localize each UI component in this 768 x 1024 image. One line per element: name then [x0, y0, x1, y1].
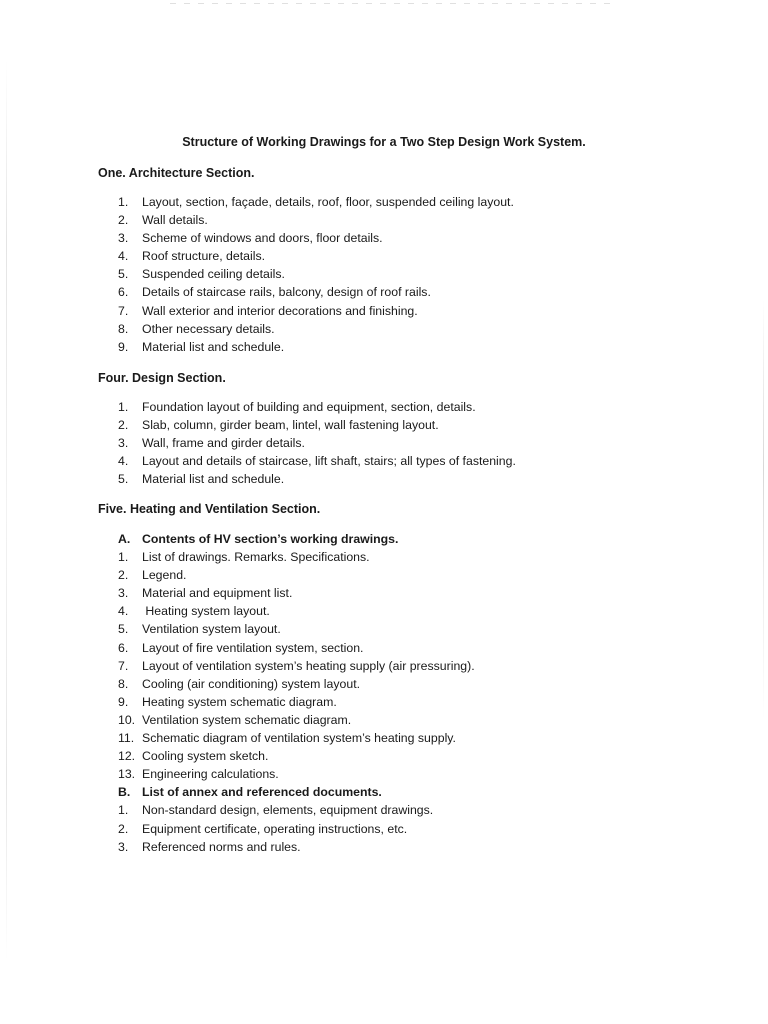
list-item [118, 283, 514, 301]
item-number: 2. [118, 418, 129, 433]
item-text: Non-standard design, elements, equipment drawings. [142, 803, 434, 818]
item-number: 11. [118, 731, 135, 746]
item-number: 7. [118, 303, 129, 318]
item-number: 1. [118, 803, 129, 818]
list-item [118, 620, 475, 638]
scan-artifact-right [763, 300, 764, 720]
scan-artifact-left [6, 60, 7, 960]
list-item [118, 434, 516, 452]
item-number: 2. [118, 213, 129, 228]
list-item [118, 801, 475, 819]
item-text: Legend. [142, 568, 187, 583]
item-number: 4. [118, 604, 129, 619]
item-text: Scheme of windows and doors, floor details. [142, 231, 383, 246]
item-text: Slab, column, girder beam, lintel, wall fastening layout. [142, 418, 439, 433]
item-text: Layout of ventilation system’s heating supply (air pressuring). [142, 658, 475, 673]
item-number: 12. [118, 749, 136, 764]
item-number: 4. [118, 454, 129, 469]
item-number: 1. [118, 550, 129, 565]
item-text: Equipment certificate, operating instructions, etc. [142, 821, 408, 836]
list-item [118, 747, 475, 765]
document-title: Structure of Working Drawings for a Two Step Design Work System. [182, 135, 586, 149]
list-item [118, 247, 514, 265]
list-item [118, 675, 475, 693]
item-text: Material and equipment list. [142, 586, 293, 601]
list-item [118, 398, 516, 416]
item-number: 5. [118, 472, 129, 487]
section-heading-design: Four. Design Section. [98, 371, 226, 385]
item-text: Heating system layout. [142, 604, 270, 619]
item-text: Schematic diagram of ventilation system’s heating supply. [142, 731, 456, 746]
item-number: 10. [118, 712, 136, 727]
item-number: 8. [118, 321, 129, 336]
item-number: 3. [118, 436, 129, 451]
item-text: Foundation layout of building and equipment, section, details. [142, 400, 476, 414]
list-item [118, 693, 475, 711]
item-number: 6. [118, 285, 129, 300]
item-number: 1. [118, 195, 129, 209]
item-text: Cooling (air conditioning) system layout. [142, 676, 361, 691]
list-item [118, 602, 475, 620]
item-number: 4. [118, 249, 129, 264]
section-heading-hv: Five. Heating and Ventilation Section. [98, 502, 321, 516]
item-text: Layout, section, façade, details, roof, floor, suspended ceiling layout. [142, 195, 514, 209]
item-text: Wall exterior and interior decorations and finishing. [142, 303, 418, 318]
list-item [118, 838, 475, 856]
item-number: 5. [118, 267, 129, 282]
item-text: Roof structure, details. [142, 249, 266, 264]
item-number: 2. [118, 568, 129, 583]
item-number: 1. [118, 400, 129, 414]
item-number: 13. [118, 767, 136, 782]
item-text: Heating system schematic diagram. [142, 694, 337, 709]
list-item [118, 320, 514, 338]
list-item [118, 820, 475, 838]
item-text: Layout and details of staircase, lift shaft, stairs; all types of fastening. [142, 454, 516, 469]
list-item [118, 302, 514, 320]
list-item [118, 584, 475, 602]
list-item [118, 229, 514, 247]
scan-artifact-top [170, 3, 610, 4]
item-text: Wall details. [142, 213, 208, 228]
item-text: Material list and schedule. [142, 472, 285, 487]
section-heading-architecture: One. Architecture Section. [98, 166, 255, 180]
list-item [118, 470, 516, 488]
item-number: 6. [118, 640, 129, 655]
list-item [118, 566, 475, 584]
list-item [118, 211, 514, 229]
item-number: 5. [118, 622, 129, 637]
list-item [118, 193, 514, 211]
item-text: Ventilation system schematic diagram. [142, 712, 352, 727]
item-number: 3. [118, 586, 129, 601]
item-text: Details of staircase rails, balcony, design of roof rails. [142, 285, 431, 300]
item-text: Contents of HV section’s working drawings. [142, 532, 399, 546]
list-item [118, 265, 514, 283]
list-item [118, 765, 475, 783]
list-item [118, 639, 475, 657]
item-number: 9. [118, 694, 129, 709]
item-number: 9. [118, 339, 129, 354]
item-text: Referenced norms and rules. [142, 839, 301, 854]
hv-list [118, 530, 475, 856]
item-number: A. [118, 532, 131, 546]
item-number: 3. [118, 839, 129, 854]
item-number: 2. [118, 821, 129, 836]
item-text: Suspended ceiling details. [142, 267, 285, 282]
item-number: 8. [118, 676, 129, 691]
list-item [118, 657, 475, 675]
item-text: Material list and schedule. [142, 339, 285, 354]
item-text: List of drawings. Remarks. Specifications. [142, 550, 370, 565]
subsection-heading-a [118, 530, 475, 548]
list-item [118, 711, 475, 729]
list-item [118, 416, 516, 434]
item-text: Engineering calculations. [142, 767, 279, 782]
item-number: B. [118, 785, 131, 800]
architecture-list [118, 193, 514, 356]
item-text: Layout of fire ventilation system, section. [142, 640, 364, 655]
item-number: 7. [118, 658, 129, 673]
item-text: Ventilation system layout. [142, 622, 281, 637]
list-item [118, 729, 475, 747]
item-text: List of annex and referenced documents. [142, 785, 382, 800]
list-item [118, 338, 514, 356]
list-item [118, 452, 516, 470]
design-list [118, 398, 516, 488]
item-text: Cooling system sketch. [142, 749, 269, 764]
subsection-heading-b [118, 783, 475, 801]
item-text: Other necessary details. [142, 321, 275, 336]
item-text: Wall, frame and girder details. [142, 436, 305, 451]
item-number: 3. [118, 231, 129, 246]
list-item [118, 548, 475, 566]
